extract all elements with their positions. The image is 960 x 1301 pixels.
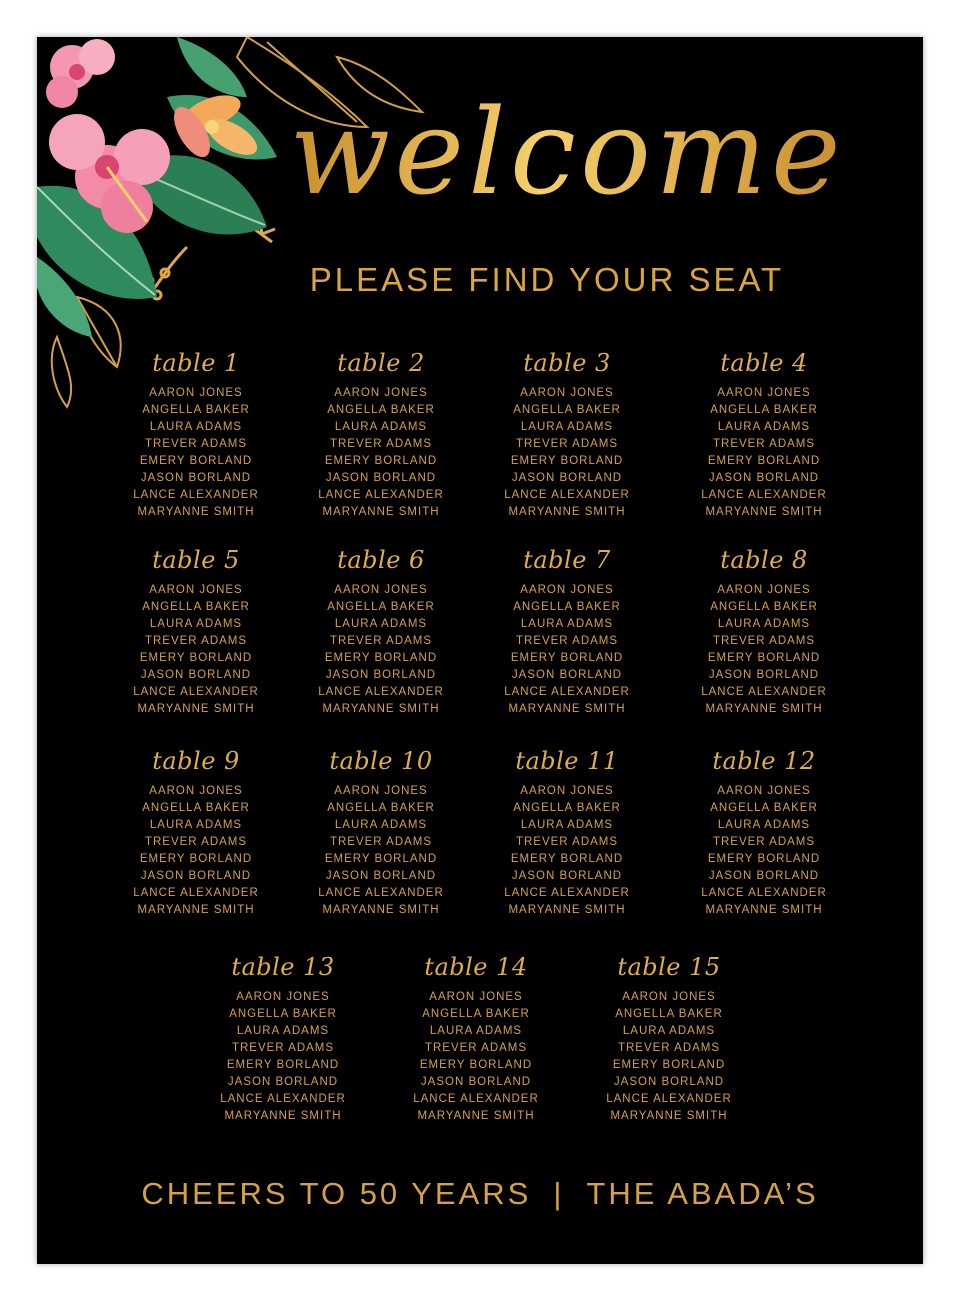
guest-name: JASON BORLAND: [140, 669, 252, 681]
guest-name: AARON JONES: [334, 584, 428, 596]
guest-name: EMERY BORLAND: [226, 1059, 340, 1071]
guest-name: AARON JONES: [717, 584, 811, 596]
guest-name: TREVER ADAMS: [329, 836, 433, 848]
guest-name: LAURA ADAMS: [717, 421, 811, 433]
guest-name: LANCE ALEXANDER: [318, 489, 444, 501]
table-block: [472, 346, 662, 521]
guest-name: AARON JONES: [334, 387, 428, 399]
guest-name: TREVER ADAMS: [144, 635, 248, 647]
guest-name: ANGELLA BAKER: [142, 404, 250, 416]
guest-name: LAURA ADAMS: [520, 618, 614, 630]
table-title: table 1: [152, 349, 240, 377]
guest-name: EMERY BORLAND: [510, 455, 624, 467]
guest-name: ANGELLA BAKER: [327, 601, 435, 613]
guest-name: EMERY BORLAND: [707, 455, 821, 467]
guest-name: MARYANNE SMITH: [137, 506, 255, 518]
guest-name: EMERY BORLAND: [139, 853, 253, 865]
footer-line: [37, 1176, 923, 1212]
table-block: [472, 543, 662, 718]
guest-name: MARYANNE SMITH: [322, 904, 440, 916]
table-block: [669, 543, 859, 718]
guest-name: LAURA ADAMS: [520, 421, 614, 433]
table-title: table 3: [523, 349, 611, 377]
guest-name: TREVER ADAMS: [515, 438, 619, 450]
guest-name: TREVER ADAMS: [144, 438, 248, 450]
guest-name: LANCE ALEXANDER: [318, 686, 444, 698]
guest-name: JASON BORLAND: [420, 1076, 532, 1088]
guest-name: TREVER ADAMS: [617, 1042, 721, 1054]
guest-name: ANGELLA BAKER: [142, 802, 250, 814]
guest-name: EMERY BORLAND: [510, 652, 624, 664]
guest-name: AARON JONES: [149, 785, 243, 797]
table-title: table 7: [523, 546, 611, 574]
guest-name: LANCE ALEXANDER: [133, 686, 259, 698]
table-title: table 2: [337, 349, 425, 377]
guest-name: LAURA ADAMS: [334, 421, 428, 433]
guest-name: LANCE ALEXANDER: [504, 489, 630, 501]
guest-name: JASON BORLAND: [511, 669, 623, 681]
guest-name: MARYANNE SMITH: [137, 703, 255, 715]
guest-name: JASON BORLAND: [708, 870, 820, 882]
guest-name: AARON JONES: [149, 387, 243, 399]
guest-name: LAURA ADAMS: [149, 819, 243, 831]
guest-name: MARYANNE SMITH: [322, 506, 440, 518]
guest-name: JASON BORLAND: [140, 870, 252, 882]
table-title: table 4: [720, 349, 808, 377]
guest-name: JASON BORLAND: [511, 472, 623, 484]
guest-name: MARYANNE SMITH: [417, 1110, 535, 1122]
guest-name: LAURA ADAMS: [149, 618, 243, 630]
guest-name: EMERY BORLAND: [139, 652, 253, 664]
guest-name: AARON JONES: [520, 584, 614, 596]
footer-family-name: THE ABADA’S: [586, 1176, 819, 1211]
guest-name: TREVER ADAMS: [712, 836, 816, 848]
table-block: [101, 543, 291, 718]
guest-name: TREVER ADAMS: [329, 635, 433, 647]
guest-name: TREVER ADAMS: [144, 836, 248, 848]
guest-name: MARYANNE SMITH: [705, 904, 823, 916]
guest-name: ANGELLA BAKER: [422, 1008, 530, 1020]
guest-name: LAURA ADAMS: [429, 1025, 523, 1037]
guest-name: AARON JONES: [149, 584, 243, 596]
guest-name: MARYANNE SMITH: [224, 1110, 342, 1122]
guest-name: AARON JONES: [429, 991, 523, 1003]
guest-name: TREVER ADAMS: [515, 836, 619, 848]
guest-name: LANCE ALEXANDER: [701, 489, 827, 501]
guest-name: LAURA ADAMS: [149, 421, 243, 433]
table-block: [669, 744, 859, 919]
guest-name: JASON BORLAND: [325, 472, 437, 484]
table-block: [101, 744, 291, 919]
guest-name: EMERY BORLAND: [707, 853, 821, 865]
table-title: table 9: [152, 747, 240, 775]
guest-name: EMERY BORLAND: [612, 1059, 726, 1071]
table-title: table 8: [720, 546, 808, 574]
guest-name: LANCE ALEXANDER: [318, 887, 444, 899]
guest-name: AARON JONES: [236, 991, 330, 1003]
table-title: table 11: [515, 747, 619, 775]
guest-name: TREVER ADAMS: [424, 1042, 528, 1054]
guest-name: EMERY BORLAND: [324, 853, 438, 865]
guest-name: JASON BORLAND: [140, 472, 252, 484]
table-block: [188, 950, 378, 1125]
guest-name: LAURA ADAMS: [622, 1025, 716, 1037]
table-block: [101, 346, 291, 521]
seating-chart-poster: [37, 37, 923, 1264]
guest-name: EMERY BORLAND: [324, 455, 438, 467]
guest-name: LANCE ALEXANDER: [220, 1093, 346, 1105]
guest-name: LAURA ADAMS: [236, 1025, 330, 1037]
guest-name: AARON JONES: [622, 991, 716, 1003]
guest-name: MARYANNE SMITH: [508, 506, 626, 518]
guest-name: TREVER ADAMS: [329, 438, 433, 450]
guest-name: LAURA ADAMS: [334, 618, 428, 630]
guest-name: JASON BORLAND: [511, 870, 623, 882]
guest-name: EMERY BORLAND: [419, 1059, 533, 1071]
guest-name: EMERY BORLAND: [510, 853, 624, 865]
table-title: table 10: [329, 747, 433, 775]
guest-name: MARYANNE SMITH: [322, 703, 440, 715]
guest-name: JASON BORLAND: [613, 1076, 725, 1088]
table-title: table 15: [617, 953, 721, 981]
guest-name: ANGELLA BAKER: [513, 404, 621, 416]
guest-name: JASON BORLAND: [325, 870, 437, 882]
guest-name: ANGELLA BAKER: [615, 1008, 723, 1020]
table-title: table 13: [231, 953, 335, 981]
table-block: [472, 744, 662, 919]
guest-name: MARYANNE SMITH: [137, 904, 255, 916]
guest-name: ANGELLA BAKER: [710, 601, 818, 613]
guest-name: TREVER ADAMS: [515, 635, 619, 647]
guest-name: JASON BORLAND: [708, 669, 820, 681]
guest-name: JASON BORLAND: [227, 1076, 339, 1088]
guest-name: TREVER ADAMS: [712, 438, 816, 450]
footer-separator: |: [553, 1176, 565, 1211]
table-block: [669, 346, 859, 521]
guest-name: ANGELLA BAKER: [513, 601, 621, 613]
guest-name: ANGELLA BAKER: [710, 404, 818, 416]
table-title: table 6: [337, 546, 425, 574]
guest-name: LANCE ALEXANDER: [504, 887, 630, 899]
guest-name: LANCE ALEXANDER: [133, 887, 259, 899]
welcome-script-title: welcome: [287, 77, 847, 227]
hibiscus-flower: [46, 39, 115, 108]
guest-name: AARON JONES: [717, 785, 811, 797]
guest-name: AARON JONES: [520, 387, 614, 399]
guest-name: TREVER ADAMS: [231, 1042, 335, 1054]
guest-name: AARON JONES: [717, 387, 811, 399]
guest-name: TREVER ADAMS: [712, 635, 816, 647]
table-title: table 12: [712, 747, 816, 775]
guest-name: AARON JONES: [520, 785, 614, 797]
table-block: [381, 950, 571, 1125]
page-subtitle: PLEASE FIND YOUR SEAT: [309, 261, 785, 298]
guest-name: LANCE ALEXANDER: [701, 686, 827, 698]
guest-name: LANCE ALEXANDER: [413, 1093, 539, 1105]
table-title: table 14: [424, 953, 528, 981]
guest-name: LANCE ALEXANDER: [701, 887, 827, 899]
table-block: [286, 543, 476, 718]
guest-name: ANGELLA BAKER: [327, 404, 435, 416]
guest-name: LANCE ALEXANDER: [606, 1093, 732, 1105]
guest-name: AARON JONES: [334, 785, 428, 797]
guest-name: LAURA ADAMS: [717, 618, 811, 630]
guest-name: LAURA ADAMS: [520, 819, 614, 831]
table-block: [286, 744, 476, 919]
table-title: table 5: [152, 546, 240, 574]
guest-name: EMERY BORLAND: [324, 652, 438, 664]
footer-celebration: CHEERS TO 50 YEARS: [141, 1176, 532, 1211]
guest-name: EMERY BORLAND: [707, 652, 821, 664]
guest-name: ANGELLA BAKER: [710, 802, 818, 814]
guest-name: LANCE ALEXANDER: [504, 686, 630, 698]
guest-name: ANGELLA BAKER: [142, 601, 250, 613]
guest-name: ANGELLA BAKER: [327, 802, 435, 814]
guest-name: LANCE ALEXANDER: [133, 489, 259, 501]
guest-name: MARYANNE SMITH: [610, 1110, 728, 1122]
table-block: [574, 950, 764, 1125]
guest-name: JASON BORLAND: [325, 669, 437, 681]
guest-name: MARYANNE SMITH: [508, 703, 626, 715]
guest-name: ANGELLA BAKER: [513, 802, 621, 814]
table-block: [286, 346, 476, 521]
guest-name: ANGELLA BAKER: [229, 1008, 337, 1020]
guest-name: LAURA ADAMS: [334, 819, 428, 831]
guest-name: MARYANNE SMITH: [705, 506, 823, 518]
guest-name: MARYANNE SMITH: [705, 703, 823, 715]
guest-name: JASON BORLAND: [708, 472, 820, 484]
guest-name: LAURA ADAMS: [717, 819, 811, 831]
guest-name: EMERY BORLAND: [139, 455, 253, 467]
guest-name: MARYANNE SMITH: [508, 904, 626, 916]
